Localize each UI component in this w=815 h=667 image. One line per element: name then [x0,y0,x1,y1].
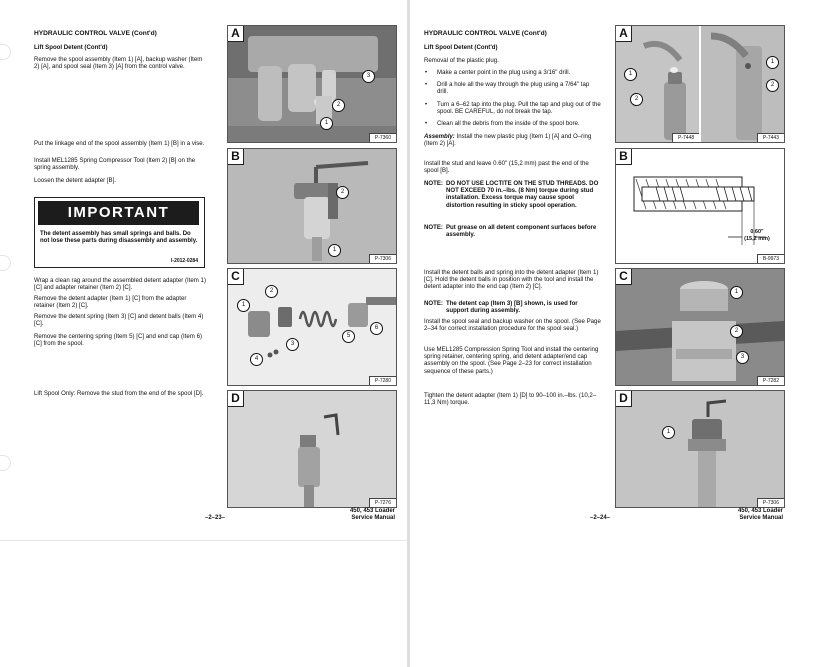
figure-d [227,390,397,508]
paragraph: Install the stud and leave 0.60" (15,2 mm) past the end of the spool [B]. [424,160,589,175]
callout: 5 [342,330,355,343]
note [424,224,602,238]
page-edge-line [0,540,407,541]
figure-a [227,25,397,143]
binder-hole [0,255,11,271]
assembly-label: Assembly: [424,133,455,140]
list-item: • Make a center point in the plug using a 3/16" drill. [424,69,602,76]
callout: 2 [336,186,349,199]
figure-letter: D [228,391,244,407]
list-item: • Clean all the debris from the inside of the spool bore. [424,120,602,127]
figure-b [615,148,785,264]
figure-code: P-7280 [369,376,396,385]
paragraph: Remove the detent adapter (Item 1) [C] from the adapter retainer (Item 2) [C]. [34,295,187,310]
paragraph: Lift Spool Only: Remove the stud from the end of the spool [D]. [34,390,204,397]
callout: 1 [624,68,637,81]
page-left [0,0,407,535]
figure-letter: D [616,391,632,407]
detent-install-photo [616,269,784,385]
figure-a [615,25,785,143]
callout: 1 [328,244,341,257]
figure-letter: B [228,149,244,165]
section-header: HYDRAULIC CONTROL VALVE (Cont'd) [34,30,157,37]
paragraph: Install MEL1285 Spring Compressor Tool (Item 2) [B] on the spring assembly. [34,157,196,172]
note [424,300,602,314]
valve-photo [228,26,396,142]
callout: 3 [286,338,299,351]
footer-subtitle: Service Manual [739,515,783,521]
callout: 1 [730,286,743,299]
dimension-mm: (15,2 mm) [744,235,770,242]
note-text: DO NOT USE LOCTITE ON THE STUD THREADS. DO NOT EXCEED 70 in.–lbs. (8 Nm) torque during stud installation. Excess torque may cause spool distortion resulting in sticky spool operation. [445,180,599,209]
callout: 1 [662,426,675,439]
torque-photo [616,391,784,507]
figure-code: P-7282 [757,376,784,385]
figure-code: P-7276 [369,498,396,507]
footer-title: 450, 453 Loader [737,508,783,514]
note-text: The detent cap (Item 3) [B] shown, is used for support during assembly. [445,300,578,315]
figure-d [615,390,785,508]
binder-hole [0,455,11,471]
paragraph: Install the spool seal and backup washer on the spool. (See Page 2–34 for correct installation procedure for the spool seal.) [424,318,601,333]
list-item: • Turn a 6–62 tap into the plug. Pull the tap and plug out of the spool. BE CAREFUL, do not break the tap. [424,101,602,115]
callout: 1 [766,56,779,69]
callout: 1 [320,117,333,130]
note-text: Put grease on all detent component surfaces before assembly. [445,224,597,239]
figure-code: P-7306 [369,254,396,263]
paragraph: Removal of the plastic plug. [424,57,499,64]
callout: 3 [736,351,749,364]
paragraph: Put the linkage end of the spool assembly (Item 1) [B] in a vise. [34,140,205,147]
figure-code: P-7360 [369,133,396,142]
callout: 2 [332,99,345,112]
paragraph: Install the detent balls and spring into the detent adapter (Item 1) [C]. Hold the detent balls in position with the tool and install the detent adapter into the end cap (Item 2) [C]. [424,269,599,291]
figure-c [615,268,785,386]
list-item: • Drill a hole all the way through the plug using a 7/64" tap drill. [424,81,602,95]
figure-letter: C [616,269,632,285]
figure-code: B-9973 [757,254,784,263]
important-title: IMPORTANT [38,201,199,225]
stud-removal-photo [228,391,396,507]
paragraph: Wrap a clean rag around the assembled detent adapter (Item 1) [C] and adapter retainer (Item 2) [C]. [34,277,206,292]
footer-subtitle: Service Manual [351,515,395,521]
footer-title: 450, 453 Loader [349,508,395,514]
stud-section-drawing [616,149,784,263]
note [424,180,602,209]
dimension-label [734,229,780,242]
callout: 6 [370,322,383,335]
figure-c [227,268,397,386]
paragraph [424,133,602,147]
note-label: NOTE: [424,300,443,307]
paragraph: Use MEL1285 Compression Spring Tool and install the centering spring retainer, centering spring, and detent adapter/end cap assembly on the spool. (See Page 2–23 for correct installation sequence of these parts.) [424,346,599,375]
callout: 2 [265,285,278,298]
paragraph: Remove the centering spring (Item 5) [C] and end cap (Item 6) [C] from the spool. [34,333,202,348]
figure-letter: C [228,269,244,285]
page-number: –2–24– [590,515,611,521]
note-label: NOTE: [424,224,443,231]
important-box [34,197,205,268]
callout: 2 [766,79,779,92]
important-body: The detent assembly has small springs and balls. Do not lose these parts during disassembly and assembly. [40,231,198,244]
figure-code: P-7306 [757,498,784,507]
paragraph: Remove the spool assembly (Item 1) [A], backup washer (Item 2) [A], and spool seal (Item 3) [A] from the control valve. [34,56,203,71]
section-header: HYDRAULIC CONTROL VALVE (Cont'd) [424,30,547,37]
binder-hole [0,44,11,60]
page-right [410,0,815,535]
important-ref: I-2012-0284 [171,258,198,264]
callout: 2 [730,325,743,338]
figure-letter: A [228,26,244,42]
figure-letter: B [616,149,632,165]
paragraph: Remove the detent spring (Item 3) [C] and detent balls (Item 4) [C]. [34,313,204,328]
step-list [424,69,602,132]
paragraph: Tighten the detent adapter (Item 1) [D] to 90–100 in.–lbs. (10,2–11,3 Nm) torque. [424,392,597,407]
figure-code: P-7443 [757,133,784,142]
paragraph: Loosen the detent adapter [B]. [34,177,116,184]
figure-b [227,148,397,264]
figure-letter: A [616,26,632,42]
assembly-text: Install the new plastic plug (Item 1) [A] and O–ring (Item 2) [A]. [424,133,592,148]
plug-photos [616,26,784,142]
note-label: NOTE: [424,180,443,187]
callout: 4 [250,353,263,366]
spring-tool-photo [228,149,396,263]
callout: 1 [237,299,250,312]
callout: 2 [630,93,643,106]
figure-code: P-7448 [672,133,699,142]
dimension-inches: 0.60" [750,229,764,235]
page-number: –2–23– [205,515,226,521]
subsection-header: Lift Spool Detent (Cont'd) [34,44,108,51]
callout: 3 [362,70,375,83]
subsection-header: Lift Spool Detent (Cont'd) [424,44,498,51]
